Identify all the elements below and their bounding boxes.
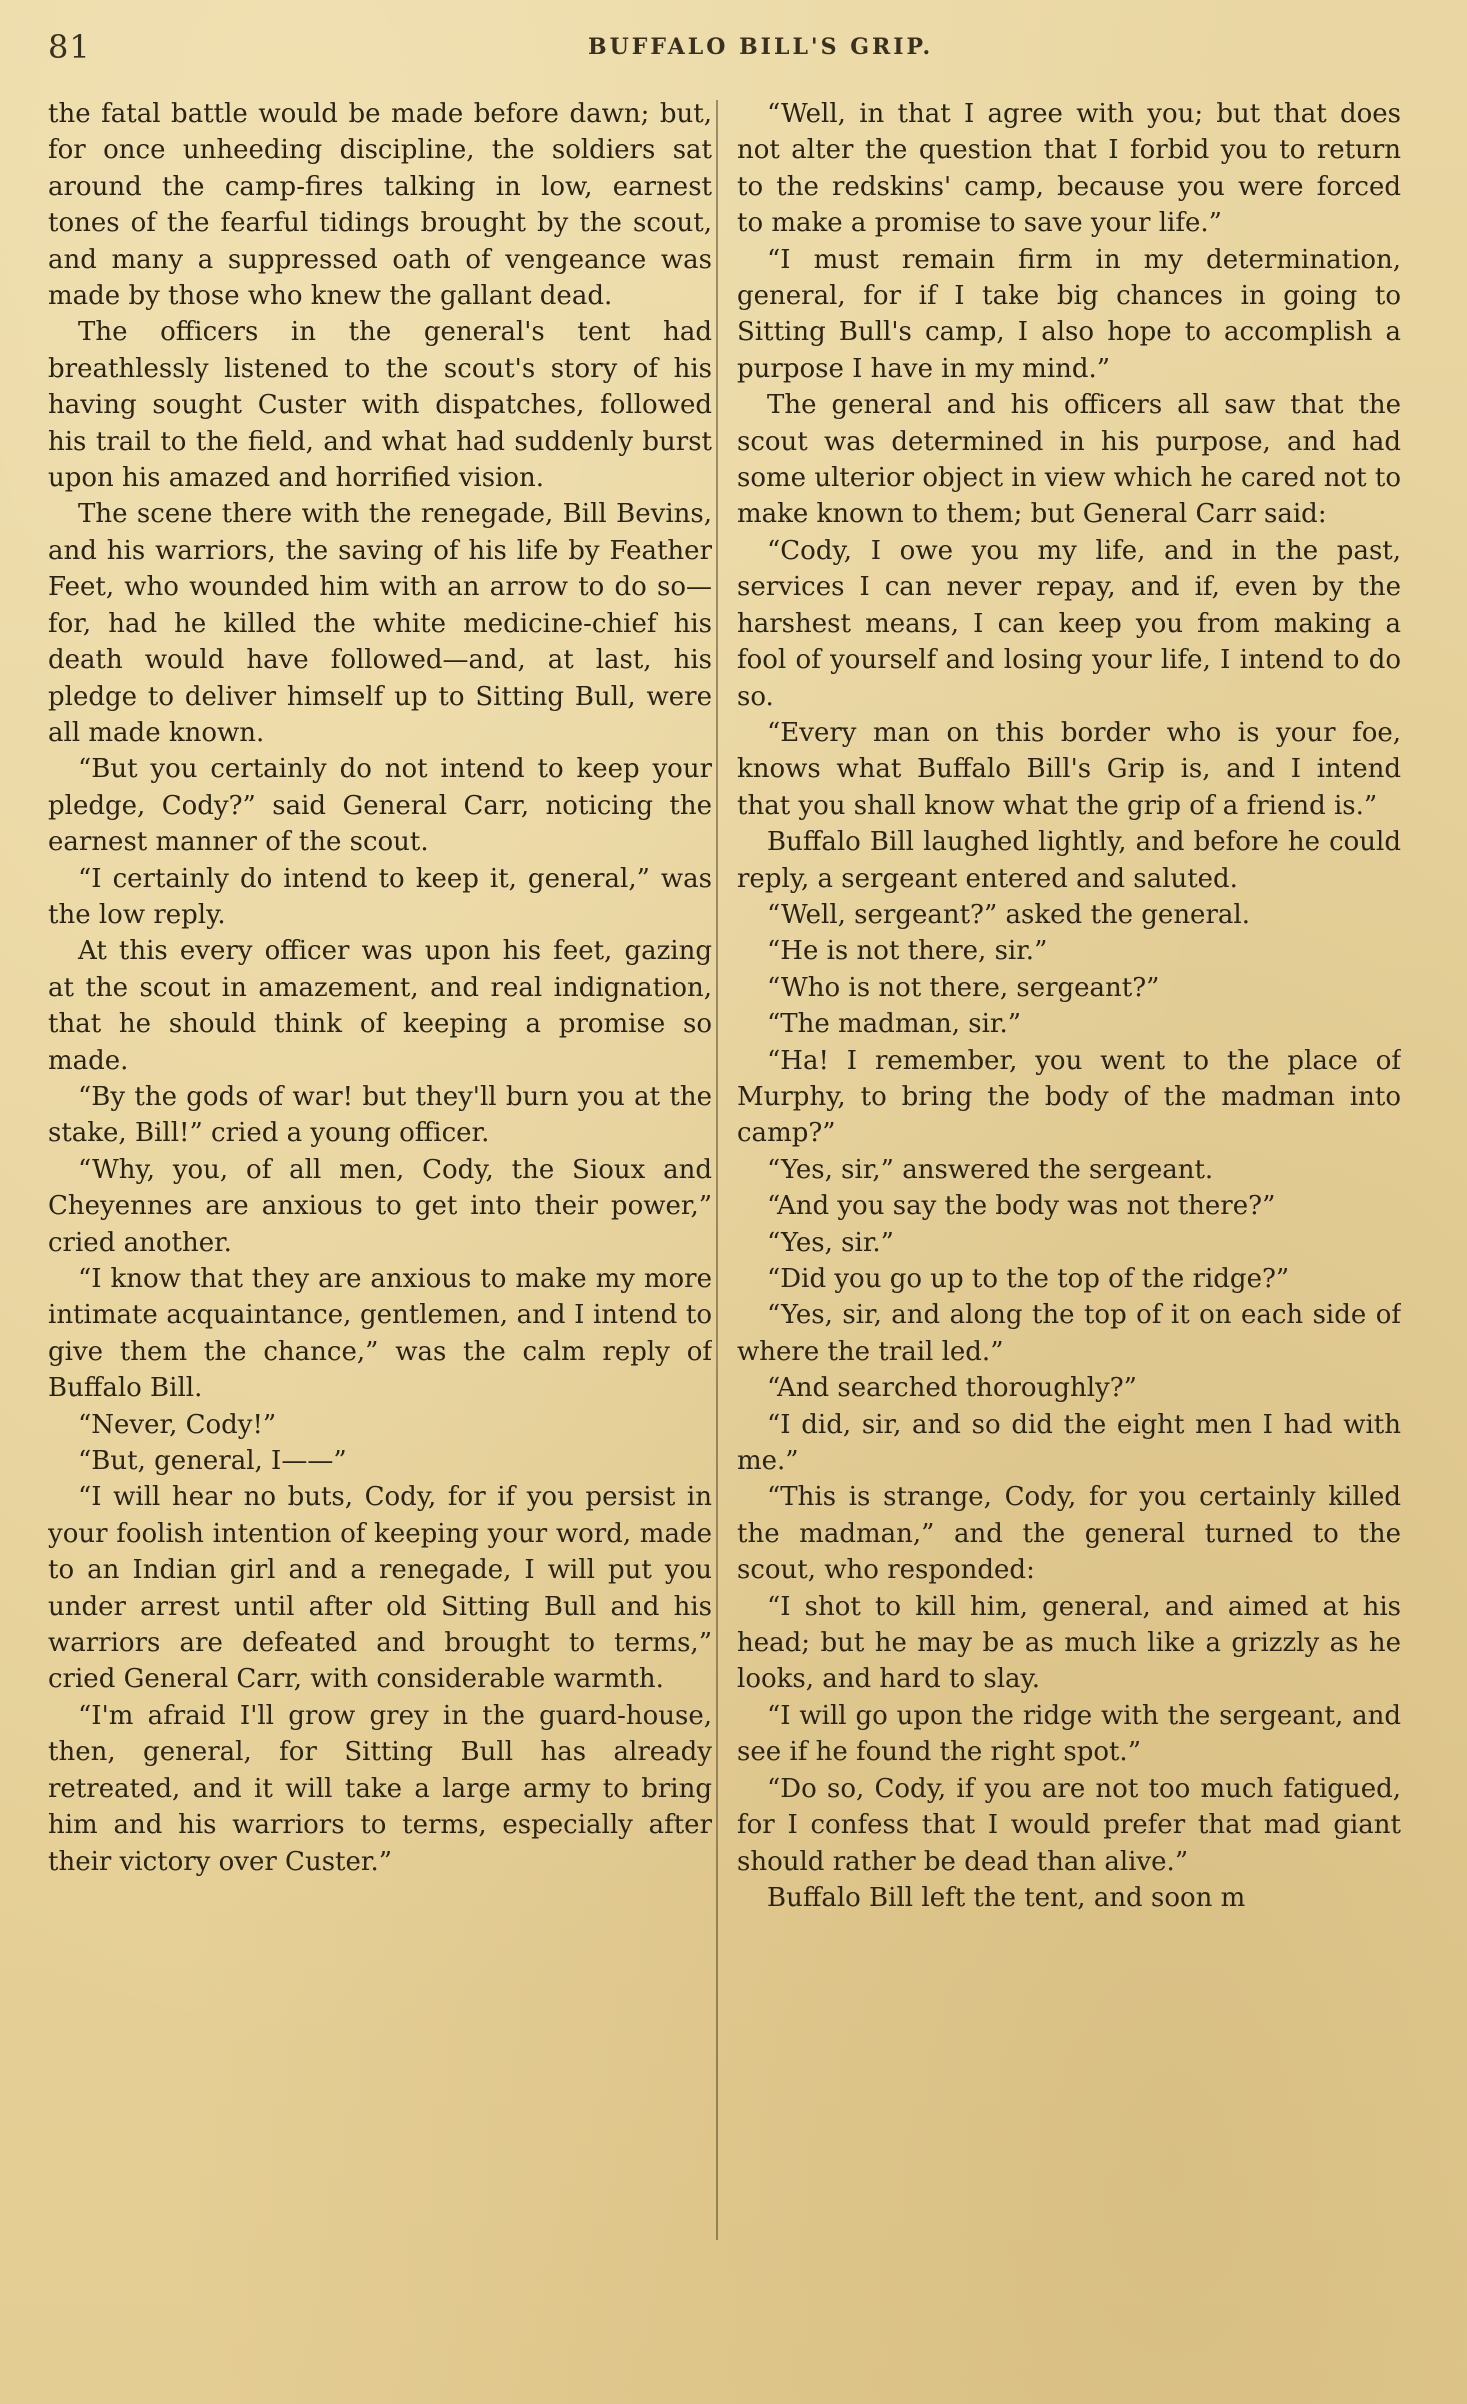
- paragraph: “I must remain firm in my determination, general, for if I take big chances in going to Sitting Bull's camp, I also hope to accomplish a purpose I have in my mind.”: [737, 244, 1401, 384]
- paragraph: “By the gods of war! but they'll burn you at the stake, Bill!” cried a young officer.: [48, 1081, 712, 1149]
- paragraph: “Yes, sir, and along the top of it on each side of where the trail led.”: [737, 1300, 1401, 1367]
- paragraph: “Why, you, of all men, Cody, the Sioux and Cheyennes are anxious to get into their power,” cried another.: [48, 1154, 712, 1258]
- page-header: [48, 28, 1407, 68]
- paragraph: “I shot to kill him, general, and aimed at his head; but he may be as much like a grizzly as he looks, and hard to slay.: [737, 1591, 1401, 1695]
- paragraph: Buffalo Bill left the tent, and soon m: [767, 1882, 1246, 1913]
- paragraph: The officers in the general's tent had breathlessly listened to the scout's story of his having sought Custer with dispatches, followed his trail to the field, and what had suddenly burst upon his amazed and horrified vision.: [48, 317, 712, 494]
- column-divider: [716, 100, 718, 2240]
- running-head: BUFFALO BILL'S GRIP.: [588, 34, 934, 60]
- paragraph: At this every officer was upon his feet, gazing at the scout in amazement, and real indignation, that he should think of keeping a promise so made.: [48, 936, 712, 1076]
- paragraph: “This is strange, Cody, for you certainly killed the madman,” and the general turned to the scout, who responded:: [737, 1482, 1401, 1586]
- paragraph: “Well, in that I agree with you; but that does not alter the question that I forbid you to return to the redskins' camp, because you were forced to make a promise to save your life.”: [737, 99, 1401, 239]
- paragraph: “Did you go up to the top of the ridge?”: [767, 1264, 1290, 1294]
- paragraph: “Ha! I remember, you went to the place of Murphy, to bring the body of the madman into camp?”: [737, 1045, 1401, 1149]
- paragraph: “The madman, sir.”: [767, 1009, 1022, 1040]
- paragraph: The general and his officers all saw that the scout was determined in his purpose, and had some ulterior object in view which he cared not to make known to them; but General Carr said:: [737, 390, 1401, 530]
- paragraph: “Who is not there, sergeant?”: [767, 972, 1160, 1003]
- paragraph: “I will hear no buts, Cody, for if you persist in your foolish intention of keeping your word, made to an Indian girl and a renegade, I will put you under arrest until after old Sitting Bull and his warriors are defeated and brought to terms,” cried General Carr, with considerable warmth.: [48, 1482, 712, 1695]
- paragraph: “Do so, Cody, if you are not too much fatigued, for I confess that I would prefer that mad giant should rather be dead than alive.”: [737, 1773, 1401, 1877]
- paragraph: “I know that they are anxious to make my more intimate acquaintance, gentlemen, and I intend to give them the chance,” was the calm reply of Buffalo Bill.: [48, 1264, 712, 1404]
- paragraph: “He is not there, sir.”: [767, 936, 1048, 967]
- paragraph: “I certainly do intend to keep it, general,” was the low reply.: [48, 863, 712, 930]
- paragraph: Buffalo Bill laughed lightly, and before he could reply, a sergeant entered and saluted.: [737, 827, 1401, 894]
- left-column: [48, 96, 712, 2266]
- paragraph: “I will go upon the ridge with the sergeant, and see if he found the right spot.”: [737, 1700, 1401, 1768]
- right-column: [737, 96, 1401, 2266]
- paragraph: the fatal battle would be made before dawn; but, for once unheeding discipline, the soldiers sat around the camp-fires talking in low, earnest tones of the fearful tidings brought by the scout, and many a suppressed oath of vengeance was made by those who knew the gallant dead.: [48, 99, 712, 312]
- paragraph: “I'm afraid I'll grow grey in the guard-house, then, general, for Sitting Bull has already retreated, and it will take a large army to bring him and his warriors to terms, especially after their victory over Custer.”: [48, 1700, 712, 1877]
- paragraph: “And searched thoroughly?”: [767, 1373, 1137, 1404]
- page-number: 81: [48, 28, 91, 66]
- paragraph: “Never, Cody!”: [78, 1409, 277, 1440]
- paragraph: “But, general, I——”: [78, 1446, 347, 1477]
- paragraph: “I did, sir, and so did the eight men I had with me.”: [737, 1409, 1401, 1477]
- paragraph: “And you say the body was not there?”: [767, 1191, 1276, 1222]
- paragraph: “Well, sergeant?” asked the general.: [767, 899, 1250, 930]
- paragraph: “But you certainly do not intend to keep your pledge, Cody?” said General Carr, noticing the earnest manner of the scout.: [48, 754, 712, 858]
- paragraph: “Every man on this border who is your foe, knows what Buffalo Bill's Grip is, and I intend that you shall know what the grip of a friend is.”: [737, 717, 1401, 821]
- paragraph: “Yes, sir,” answered the sergeant.: [767, 1154, 1214, 1185]
- paragraph: The scene there with the renegade, Bill Bevins, and his warriors, the saving of his life by Feather Feet, who wounded him with an arrow to do so—for, had he killed the white medicine-chief his death would have followed—and, at last, his pledge to deliver himself up to Sitting Bull, were all made known.: [48, 499, 712, 748]
- paragraph: “Cody, I owe you my life, and in the past, services I can never repay, and if, even by the harshest means, I can keep you from making a fool of yourself and losing your life, I intend to do so.: [737, 535, 1401, 712]
- paragraph: “Yes, sir.”: [767, 1227, 894, 1258]
